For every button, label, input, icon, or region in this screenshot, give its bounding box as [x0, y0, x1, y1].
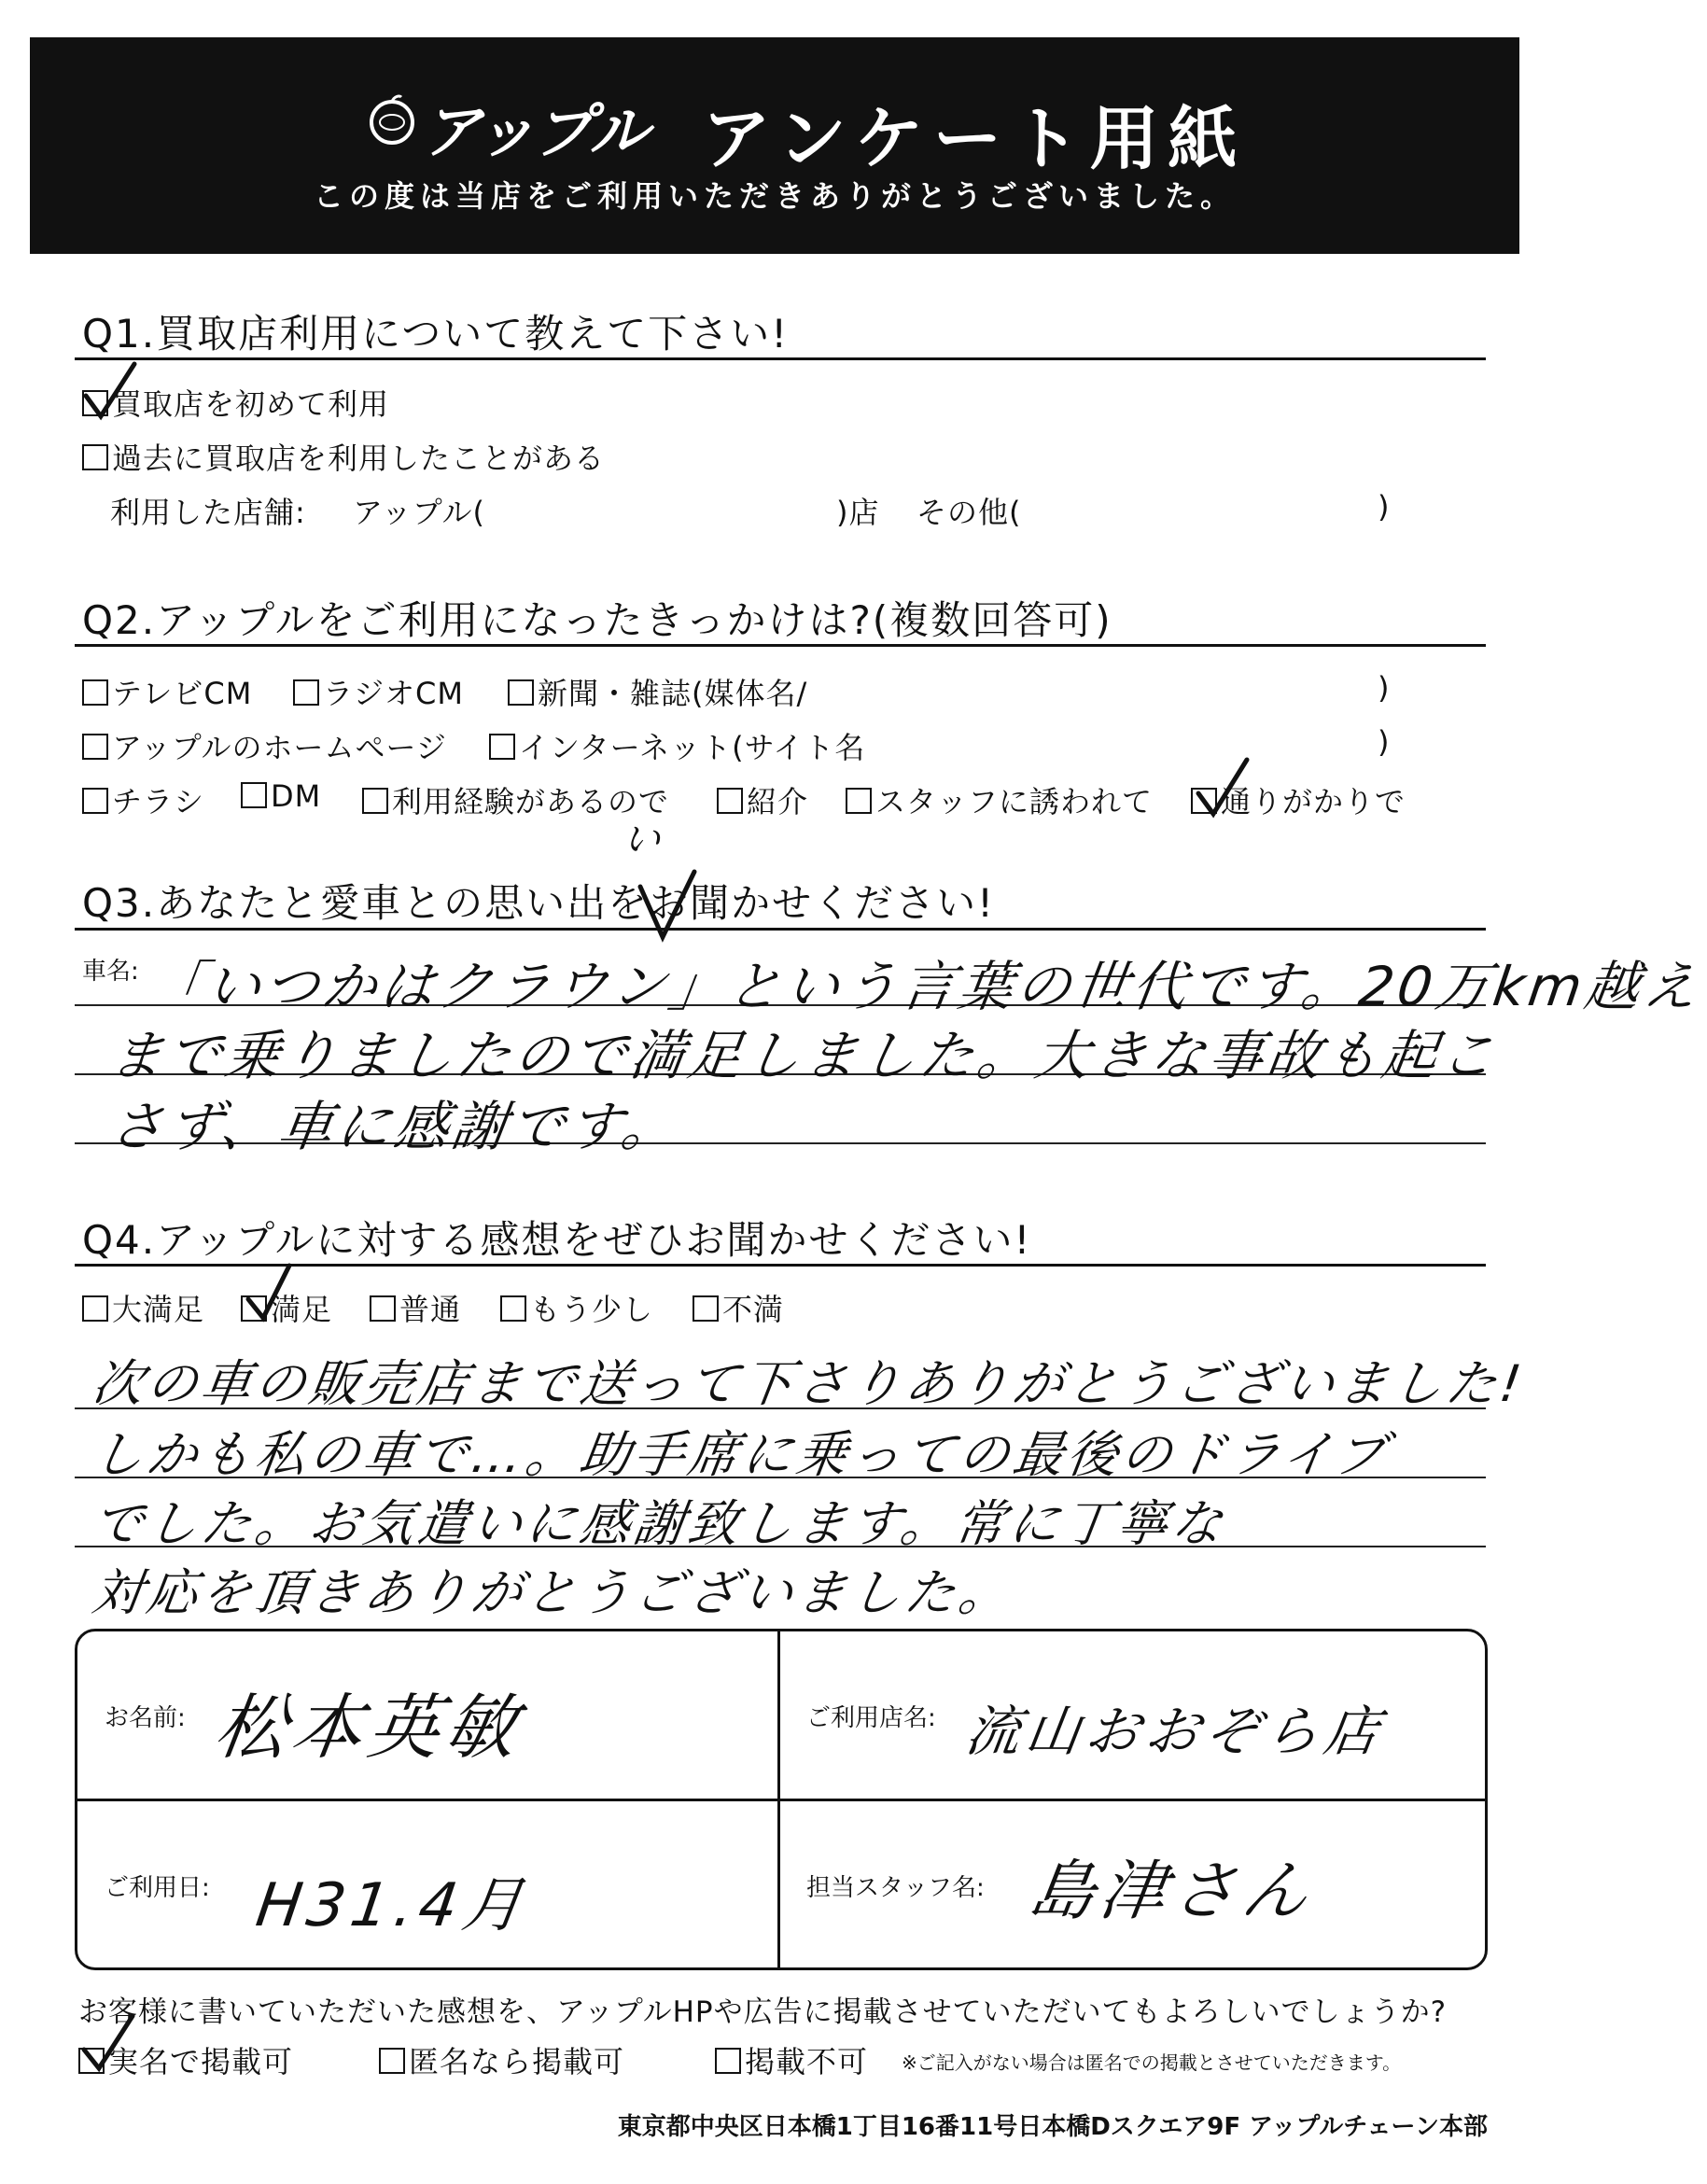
- q1-option-first-time[interactable]: 買取店を初めて利用: [82, 381, 389, 424]
- checkmark-icon: [80, 2012, 136, 2078]
- q4-option-satisfied[interactable]: 満足: [241, 1286, 332, 1329]
- q4-answer-line-1: 次の車の販売店まで送って下さりありがとうございました!: [89, 1354, 1529, 1413]
- checkbox[interactable]: [82, 788, 108, 814]
- q2-option-experience[interactable]: 利用経験があるので: [362, 778, 669, 821]
- q3-insert-mark: い: [620, 819, 667, 861]
- q2-option-dm[interactable]: DM: [241, 778, 321, 814]
- card-divider-horizontal: [75, 1799, 1488, 1801]
- checkbox[interactable]: [508, 679, 534, 706]
- consent-option-no-publish[interactable]: 掲載不可: [715, 2038, 868, 2081]
- q2-option-tv[interactable]: テレビCM: [82, 670, 252, 713]
- q4-answer-line-2: しかも私の車で…。助手席に乗っての最後のドライブ: [89, 1425, 1393, 1484]
- header-banner: [30, 37, 1519, 254]
- q1-apple-prefix: アップル(: [353, 495, 485, 530]
- checkbox[interactable]: [370, 1295, 396, 1322]
- q2-row2-close: ): [1378, 724, 1391, 760]
- q3-answer-line-2: まで乗りましたので満足しました。大きな事故も起こ: [105, 1024, 1504, 1087]
- q4-option-more[interactable]: もう少し: [500, 1286, 653, 1329]
- checkmark-icon: [1195, 756, 1251, 821]
- consent-question: お客様に書いていただいた感想を、アップルHPや広告に掲載させていただいてもよろしいでしょうか?: [78, 1995, 1448, 2029]
- checkbox[interactable]: [82, 679, 108, 706]
- q2-option-staff[interactable]: スタッフに誘われて: [846, 778, 1153, 821]
- checkmark-icon: [245, 1262, 301, 1327]
- q2-option-flyer[interactable]: チラシ: [82, 778, 204, 821]
- q4-option-normal[interactable]: 普通: [370, 1286, 461, 1329]
- checkbox[interactable]: [241, 782, 267, 808]
- checkbox[interactable]: [715, 2048, 741, 2074]
- q4-answer-line-4: 対応を頂きありがとうございました。: [89, 1563, 1017, 1622]
- q1-store-suffix: )店: [836, 495, 880, 530]
- checkbox[interactable]: [362, 788, 388, 814]
- insert-check-icon: [635, 868, 700, 943]
- q4-answer-line-3: でした。お気遣いに感謝致します。常に丁寧な: [89, 1494, 1230, 1553]
- consent-option-anonymous[interactable]: 匿名なら掲載可: [379, 2038, 624, 2081]
- checkbox[interactable]: [82, 444, 108, 470]
- q1-rule: [75, 357, 1486, 360]
- q1-close-paren: ): [1378, 489, 1391, 525]
- q1-option-used-before[interactable]: 過去に買取店を利用したことがある: [82, 435, 605, 478]
- q4-option-very-satisfied[interactable]: 大満足: [82, 1286, 204, 1329]
- q2-row1-close: ): [1378, 670, 1391, 706]
- checkmark-icon: [82, 360, 138, 426]
- store-name-value[interactable]: 流山おおぞら店: [961, 1700, 1390, 1763]
- q3-heading: Q3.あなたと愛車との思い出をお聞かせください!: [82, 880, 995, 926]
- q2-option-referral[interactable]: 紹介: [717, 778, 808, 821]
- name-value[interactable]: 松本英敏: [209, 1686, 528, 1769]
- q2-rule: [75, 644, 1486, 647]
- q2-option-internet[interactable]: インターネット(サイト名: [489, 724, 865, 767]
- q4-option-dissatisfied[interactable]: 不満: [693, 1286, 784, 1329]
- footer-address: 東京都中央区日本橋1丁目16番11号日本橋Dスクエア9F アップルチェーン本部: [617, 2113, 1488, 2141]
- car-name-label: 車名:: [82, 958, 139, 986]
- q1-store-label: 利用した店舗:: [110, 495, 306, 530]
- q1-other-prefix: その他(: [916, 495, 1022, 530]
- q2-option-newspaper[interactable]: 新聞・雑誌(媒体名/: [508, 670, 807, 713]
- consent-note: ※ご記入がない場合は匿名での掲載とさせていただきます。: [902, 2051, 1402, 2074]
- q2-option-radio[interactable]: ラジオCM: [293, 670, 464, 713]
- apple-logo-icon: [366, 93, 418, 146]
- page-subtitle: この度は当店をご利用いただきありがとうございました。: [313, 178, 1236, 214]
- q2-option-homepage[interactable]: アップルのホームページ: [82, 724, 447, 767]
- q3-answer-line-1: 「いつかはクラウン」という言葉の世代です。20万km越え: [144, 955, 1706, 1018]
- checkbox[interactable]: [846, 788, 872, 814]
- staff-name-value[interactable]: 島津さん: [1024, 1853, 1319, 1929]
- q1-heading: Q1.買取店利用について教えて下さい!: [82, 311, 790, 357]
- checkbox[interactable]: [82, 1295, 108, 1322]
- date-label: ご利用日:: [105, 1874, 210, 1902]
- checkbox[interactable]: [379, 2048, 405, 2074]
- staff-name-label: 担当スタッフ名:: [806, 1874, 985, 1902]
- checkbox[interactable]: [693, 1295, 719, 1322]
- q3-rule: [75, 928, 1486, 931]
- checkbox[interactable]: [82, 734, 108, 760]
- q4-heading: Q4.アップルに対する感想をぜひお聞かせください!: [82, 1217, 1032, 1263]
- brand-name: アップル: [422, 97, 647, 167]
- store-name-label: ご利用店名:: [806, 1704, 936, 1732]
- q3-answer-line-3: さず、車に感謝です。: [105, 1095, 684, 1158]
- checkbox[interactable]: [489, 734, 515, 760]
- page-title: アンケート用紙: [702, 99, 1247, 179]
- q2-option-passing-by[interactable]: 通りがかりで: [1191, 778, 1406, 821]
- checkbox[interactable]: [717, 788, 743, 814]
- date-value[interactable]: H31.4月: [251, 1871, 533, 1940]
- checkbox[interactable]: [293, 679, 319, 706]
- checkbox[interactable]: [500, 1295, 526, 1322]
- q2-heading: Q2.アップルをご利用になったきっかけは?(複数回答可): [82, 597, 1112, 643]
- consent-option-real-name[interactable]: 実名で掲載可: [78, 2038, 293, 2081]
- name-label: お名前:: [105, 1704, 186, 1732]
